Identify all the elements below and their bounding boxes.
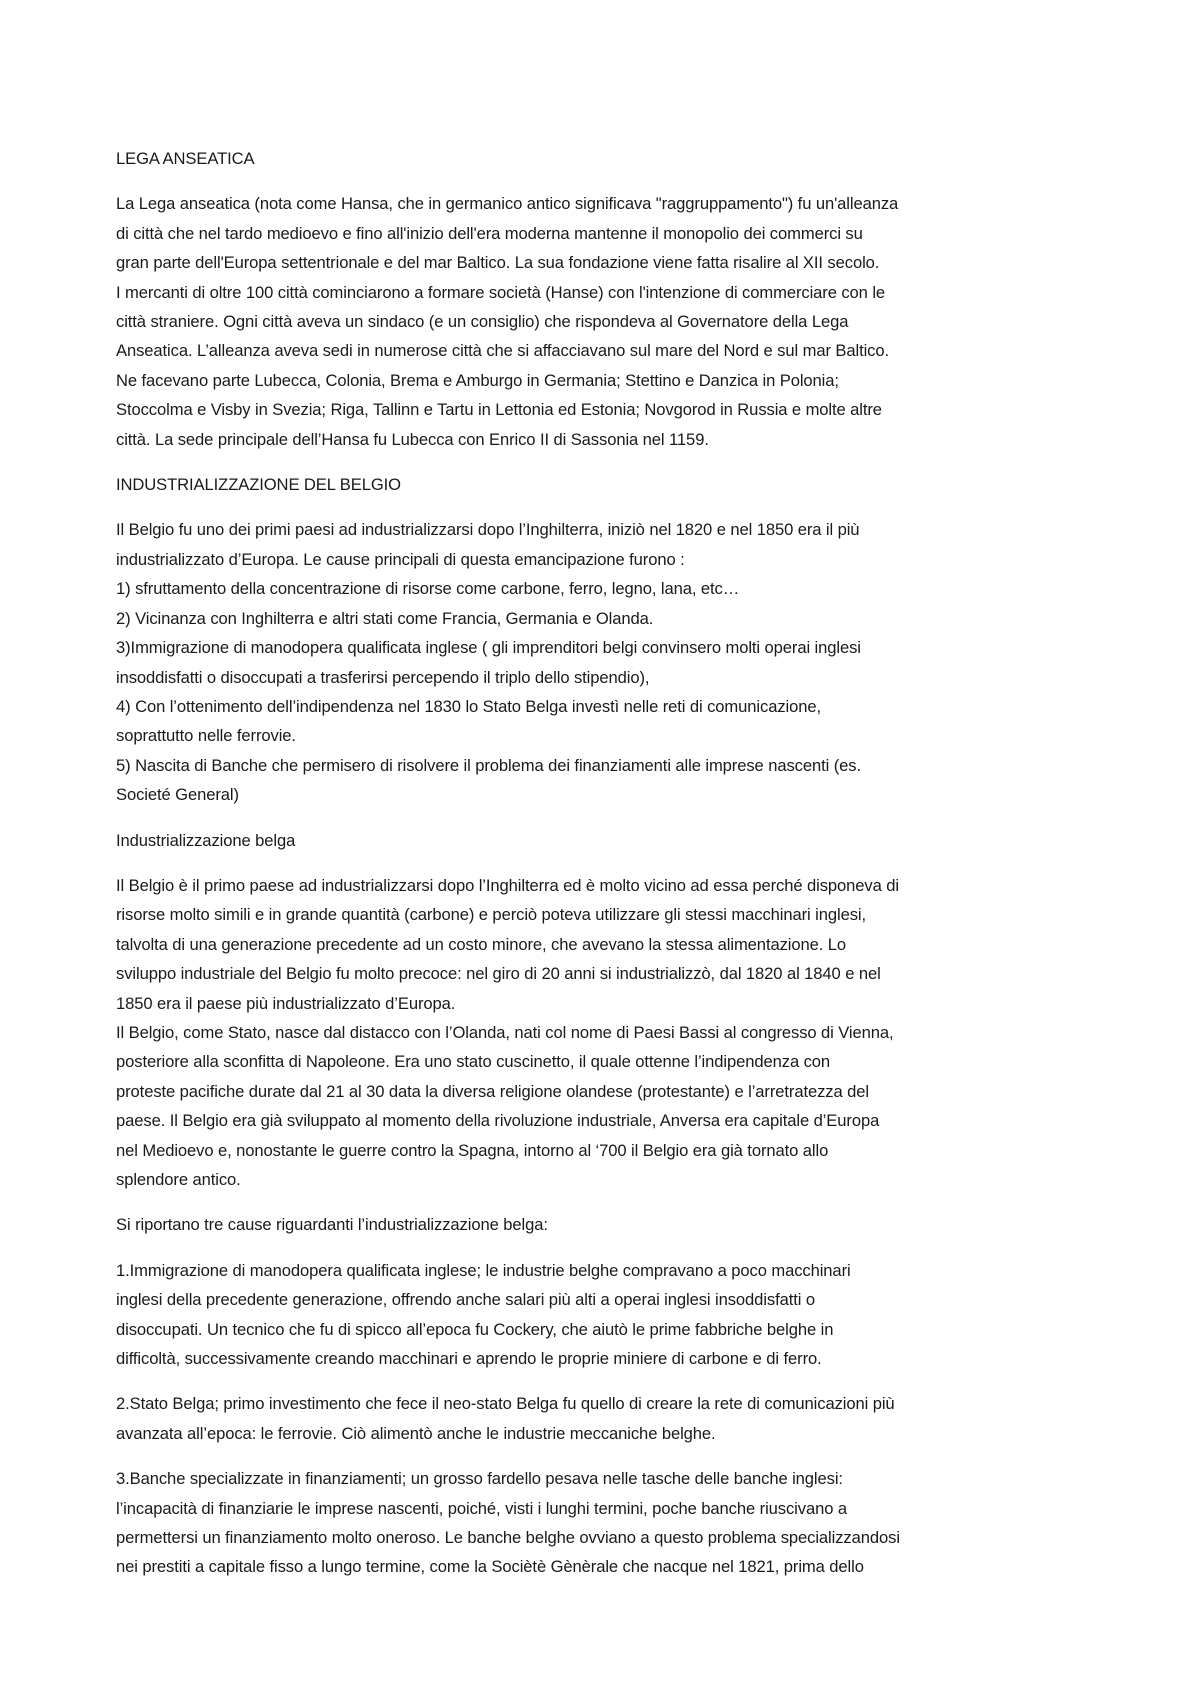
paragraph	[116, 1389, 1104, 1448]
text-line: Anseatica. L’alleanza aveva sedi in numerose città che si affacciavano sul mare del Nord e sul mar Baltico.	[116, 341, 889, 361]
text-line: industrializzato d’Europa. Le cause principali di questa emancipazione furono :	[116, 549, 685, 569]
document-body	[116, 144, 1104, 1598]
text-line: città straniere. Ogni città aveva un sindaco (e un consiglio) che rispondeva al Governatore della Lega	[116, 312, 849, 332]
text-line: 1.Immigrazione di manodopera qualificata inglese; le industrie belghe compravano a poco macchinari	[116, 1260, 851, 1280]
text-line: sviluppo industriale del Belgio fu molto precoce: nel giro di 20 anni si industrializzò, dal 1820 al 1840 e nel	[116, 964, 881, 984]
paragraph	[116, 1210, 1104, 1239]
text-line: 3)Immigrazione di manodopera qualificata inglese ( gli imprenditori belgi convinsero molti operai inglesi	[116, 638, 861, 658]
text-line: di città che nel tardo medioevo e fino all'inizio dell'era moderna mantenne il monopolio dei commerci su	[116, 223, 863, 243]
text-line: Il Belgio è il primo paese ad industrializzarsi dopo l’Inghilterra ed è molto vicino ad essa perché disponeva di	[116, 875, 899, 895]
paragraph	[116, 515, 1104, 809]
text-line: nei prestiti a capitale fisso a lungo termine, come la Sociètè Gènèrale che nacque nel 1821, prima dello	[116, 1557, 864, 1577]
paragraph	[116, 1464, 1104, 1582]
text-line: gran parte dell'Europa settentrionale e del mar Baltico. La sua fondazione viene fatta risalire al XII secolo.	[116, 253, 880, 273]
text-line: 3.Banche specializzate in finanziamenti; un grosso fardello pesava nelle tasche delle banche inglesi:	[116, 1469, 843, 1489]
text-line: proteste pacifiche durate dal 21 al 30 data la diversa religione olandese (protestante) e l’arretratezza del	[116, 1081, 869, 1101]
text-line: 5) Nascita di Banche che permisero di risolvere il problema dei finanziamenti alle imprese nascenti (es.	[116, 755, 861, 775]
text-line: Il Belgio fu uno dei primi paesi ad industrializzarsi dopo l’Inghilterra, iniziò nel 1820 e nel 1850 era il più	[116, 520, 860, 540]
section-heading: Industrializzazione belga	[116, 830, 296, 850]
text-line: La Lega anseatica (nota come Hansa, che in germanico antico significava "raggruppamento") fu un'alleanza	[116, 194, 899, 214]
text-line: insoddisfatti o disoccupati a trasferirsi percependo il triplo dello stipendio),	[116, 667, 650, 687]
text-line: inglesi della precedente generazione, offrendo anche salari più alti a operai inglesi insoddisfatti o	[116, 1290, 815, 1310]
section-heading: LEGA ANSEATICA	[116, 149, 255, 168]
text-line: nel Medioevo e, nonostante le guerre contro la Spagna, intorno al ‘700 il Belgio era già tornato allo	[116, 1140, 829, 1160]
text-line: talvolta di una generazione precedente ad un costo minore, che avevano la stessa alimentazione. Lo	[116, 934, 847, 954]
paragraph	[116, 189, 1104, 454]
text-line: città. La sede principale dell’Hansa fu Lubecca con Enrico II di Sassonia nel 1159.	[116, 429, 709, 449]
paragraph	[116, 871, 1104, 1194]
text-line: 1850 era il paese più industrializzato d’Europa.	[116, 993, 456, 1013]
text-line: avanzata all’epoca: le ferrovie. Ciò alimentò anche le industrie meccaniche belghe.	[116, 1423, 716, 1443]
text-line: Il Belgio, come Stato, nasce dal distacco con l’Olanda, nati col nome di Paesi Bassi al congresso di Vienna,	[116, 1022, 894, 1042]
text-line: disoccupati. Un tecnico che fu di spicco all’epoca fu Cockery, che aiutò le prime fabbriche belghe in	[116, 1319, 834, 1339]
text-line: Si riportano tre cause riguardanti l’industrializzazione belga:	[116, 1215, 548, 1235]
text-line: l’incapacità di finanziarie le imprese nascenti, poiché, visti i lunghi termini, poche banche riuscivano a	[116, 1498, 847, 1518]
text-line: difficoltà, successivamente creando macchinari e aprendo le proprie miniere di carbone e di ferro.	[116, 1349, 822, 1369]
text-line: 1) sfruttamento della concentrazione di risorse come carbone, ferro, legno, lana, etc…	[116, 579, 740, 599]
text-line: splendore antico.	[116, 1170, 241, 1189]
text-line: permettersi un finanziamento molto oneroso. Le banche belghe ovviano a questo problema specializzandosi	[116, 1528, 900, 1548]
text-line: 2.Stato Belga; primo investimento che fece il neo-stato Belga fu quello di creare la rete di comunicazioni più	[116, 1394, 895, 1414]
paragraph	[116, 1256, 1104, 1374]
text-line: 4) Con l’ottenimento dell’indipendenza nel 1830 lo Stato Belga investì nelle reti di comunicazione,	[116, 696, 822, 716]
text-line: 2) Vicinanza con Inghilterra e altri stati come Francia, Germania e Olanda.	[116, 608, 654, 628]
text-line: risorse molto simili e in grande quantità (carbone) e perciò poteva utilizzare gli stessi macchinari inglesi,	[116, 905, 866, 925]
text-line: posteriore alla sconfitta di Napoleone. Era uno stato cuscinetto, il quale ottenne l’indipendenza con	[116, 1052, 831, 1072]
text-line: Stoccolma e Visby in Svezia; Riga, Tallinn e Tartu in Lettonia ed Estonia; Novgorod in Russia e molte altre	[116, 400, 882, 420]
text-line: Societé General)	[116, 785, 239, 805]
section-heading: INDUSTRIALIZZAZIONE DEL BELGIO	[116, 475, 401, 495]
text-line: Ne facevano parte Lubecca, Colonia, Brema e Amburgo in Germania; Stettino e Danzica in Polonia;	[116, 370, 839, 390]
text-line: I mercanti di oltre 100 città cominciarono a formare società (Hanse) con l'intenzione di commerciare con le	[116, 282, 886, 302]
text-line: soprattutto nelle ferrovie.	[116, 726, 296, 746]
text-line: paese. Il Belgio era già sviluppato al momento della rivoluzione industriale, Anversa era capitale d’Europa	[116, 1111, 880, 1131]
